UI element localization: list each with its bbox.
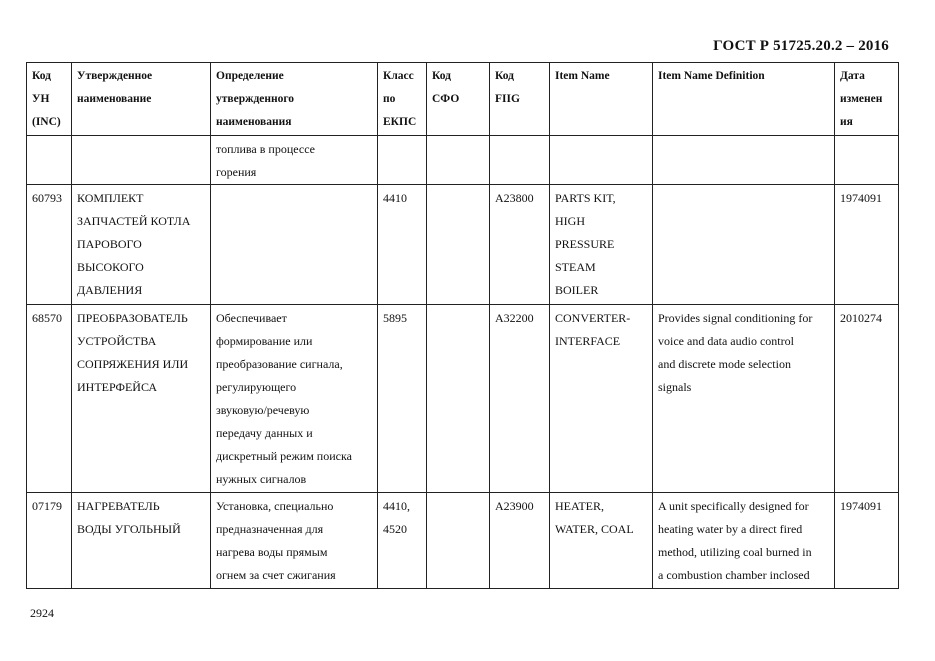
catalog-table [26, 62, 899, 589]
sfo-code-cell [427, 305, 490, 493]
sfo-code-cell [427, 185, 490, 305]
item-name-cell [550, 136, 653, 185]
sfo-code-cell [427, 136, 490, 185]
change-date-cell: 1974091 [835, 493, 899, 589]
change-date-cell: 2010274 [835, 305, 899, 493]
col-header-fiig-code: Код FIIG [490, 63, 550, 136]
ekps-class-cell: 5895 [378, 305, 427, 493]
table-header-row [27, 63, 899, 136]
ekps-class-cell: 4410 [378, 185, 427, 305]
approved-name-cell: НАГРЕВАТЕЛЬ ВОДЫ УГОЛЬНЫЙ [72, 493, 211, 589]
item-definition-cell: A unit specifically designed for heating water by a direct fired method, utilizing coal burned in a combustion chamber inclosed [653, 493, 835, 589]
table-row [27, 305, 899, 493]
col-header-inc-code: Код УН (INC) [27, 63, 72, 136]
fiig-code-cell: A23800 [490, 185, 550, 305]
col-header-sfo-code: Код СФО [427, 63, 490, 136]
change-date-cell [835, 136, 899, 185]
change-date-cell: 1974091 [835, 185, 899, 305]
col-header-item-name: Item Name [550, 63, 653, 136]
col-header-ekps-class: Класс по ЕКПС [378, 63, 427, 136]
inc-code-cell: 60793 [27, 185, 72, 305]
definition-cell: топлива в процессе горения [211, 136, 378, 185]
ekps-class-cell [378, 136, 427, 185]
inc-code-cell [27, 136, 72, 185]
table-row [27, 493, 899, 589]
approved-name-cell: КОМПЛЕКТ ЗАПЧАСТЕЙ КОТЛА ПАРОВОГО ВЫСОКОГО ДАВЛЕНИЯ [72, 185, 211, 305]
col-header-item-name-definition: Item Name Definition [653, 63, 835, 136]
item-definition-cell: Provides signal conditioning for voice and data audio control and discrete mode selection signals [653, 305, 835, 493]
fiig-code-cell [490, 136, 550, 185]
definition-cell [211, 185, 378, 305]
ekps-class-cell: 4410, 4520 [378, 493, 427, 589]
page-number: 2924 [30, 606, 54, 620]
inc-code-cell: 68570 [27, 305, 72, 493]
col-header-change-date: Дата изменен ия [835, 63, 899, 136]
definition-cell: Обеспечивает формирование или преобразование сигнала, регулирующего звуковую/речевую передачу данных и дискретный режим поиска нужных сигналов [211, 305, 378, 493]
col-header-approved-name: Утвержденное наименование [72, 63, 211, 136]
item-name-cell: CONVERTER- INTERFACE [550, 305, 653, 493]
item-name-cell: HEATER, WATER, COAL [550, 493, 653, 589]
fiig-code-cell: A23900 [490, 493, 550, 589]
col-header-name-definition: Определение утвержденного наименования [211, 63, 378, 136]
sfo-code-cell [427, 493, 490, 589]
fiig-code-cell: A32200 [490, 305, 550, 493]
document-header: ГОСТ Р 51725.20.2 – 2016 [713, 38, 889, 54]
item-definition-cell [653, 136, 835, 185]
inc-code-cell: 07179 [27, 493, 72, 589]
table-row [27, 185, 899, 305]
approved-name-cell: ПРЕОБРАЗОВАТЕЛЬ УСТРОЙСТВА СОПРЯЖЕНИЯ ИЛИ ИНТЕРФЕЙСА [72, 305, 211, 493]
item-name-cell: PARTS KIT, HIGH PRESSURE STEAM BOILER [550, 185, 653, 305]
definition-cell: Установка, специально предназначенная для нагрева воды прямым огнем за счет сжигания [211, 493, 378, 589]
table-row [27, 136, 899, 185]
item-definition-cell [653, 185, 835, 305]
approved-name-cell [72, 136, 211, 185]
